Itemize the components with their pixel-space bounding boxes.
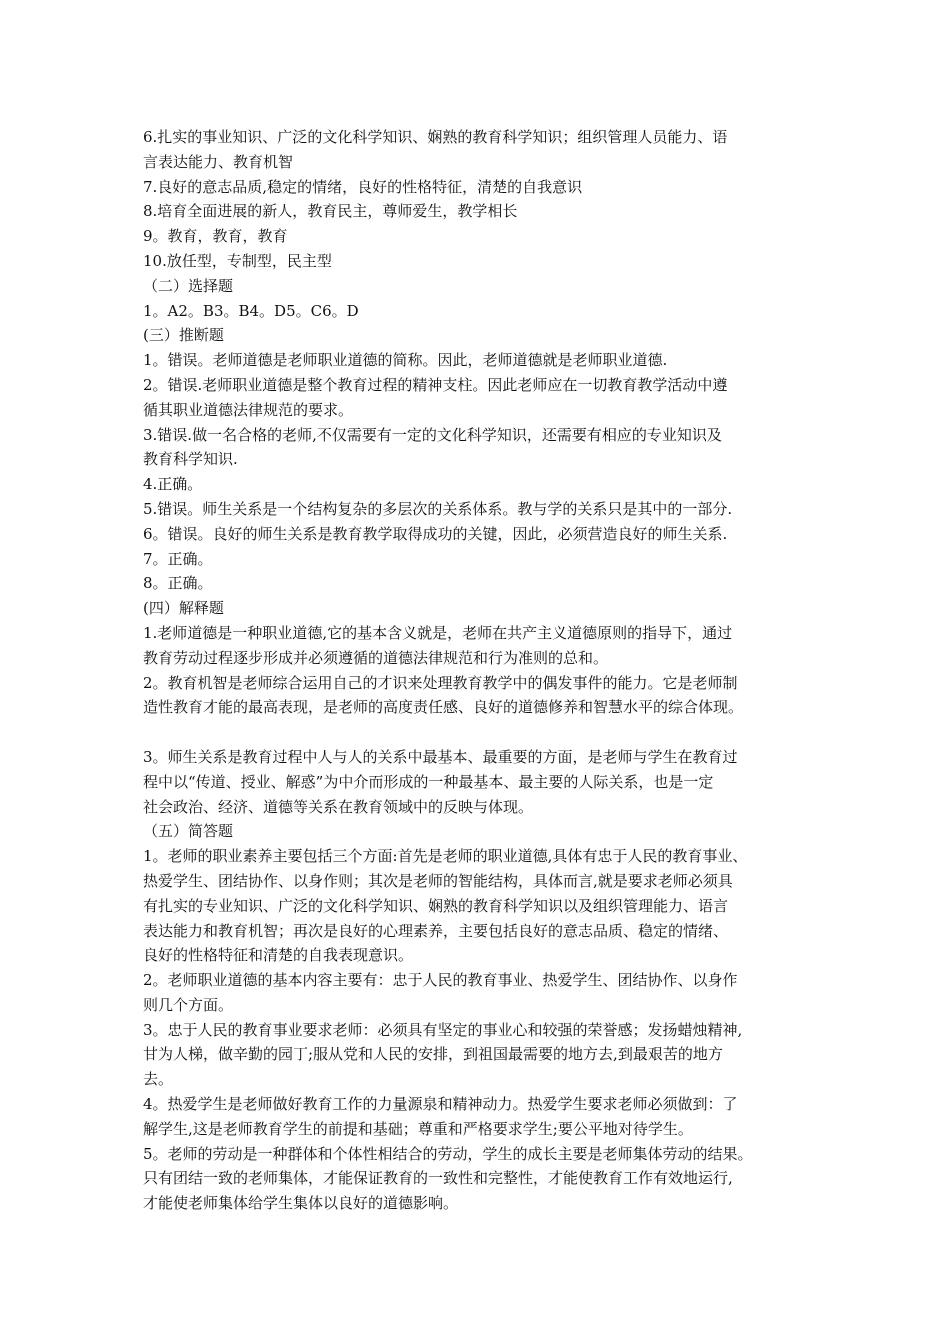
text-line: 10.放任型，专制型，民主型 [143, 251, 332, 270]
text-line: 3。忠于人民的教育事业要求老师：必须具有坚定的事业心和较强的荣誉感；发扬蜡烛精神, [143, 1020, 743, 1039]
text-line: 言表达能力、教育机智 [143, 152, 294, 171]
text-line: 只有团结一致的老师集体，才能保证教育的一致性和完整性，才能使教育工作有效地运行, [143, 1169, 733, 1188]
text-line: 6.扎实的事业知识、广泛的文化科学知识、娴熟的教育科学知识；组织管理人员能力、语 [143, 128, 728, 146]
text-line: (三）推断题 [143, 326, 224, 345]
text-line: 去。 [143, 1070, 174, 1089]
text-line: (四）解释题 [143, 599, 224, 618]
document-body [143, 125, 823, 1216]
text-line: 解学生,这是老师教育学生的前提和基础；尊重和严格要求学生;要公平地对待学生。 [143, 1119, 693, 1138]
text-line: 1。老师的职业素养主要包括三个方面:首先是老师的职业道德,具体有忠于人民的教育事业、 [143, 847, 748, 866]
text-line: 表达能力和教育机智；再次是良好的心理素养，主要包括良好的意志品质、稳定的情绪、 [143, 921, 729, 940]
text-line: 4.正确。 [143, 475, 203, 494]
text-line: 2。教育机智是老师综合运用自己的才识来处理教育教学中的偶发事件的能力。它是老师制 [143, 673, 738, 692]
text-line: 教育科学知识. [143, 450, 238, 469]
text-line: 1.老师道德是一种职业道德,它的基本含义就是，老师在共产主义道德原则的指导下，通过 [143, 623, 733, 642]
text-line: 造性教育才能的最高表现，是老师的高度责任感、良好的道德修养和智慧水平的综合体现。 [143, 698, 744, 717]
text-line: 7.良好的意志品质,稳定的情绪，良好的性格特征，清楚的自我意识 [143, 177, 583, 196]
text-line: （二）选择题 [143, 276, 234, 295]
text-line: 才能使老师集体给学生集体以良好的道德影响。 [143, 1194, 459, 1213]
text-line: 则几个方面。 [143, 995, 234, 1014]
text-line: 甘为人梯，做辛勤的园丁;服从党和人民的安排，到祖国最需要的地方去,到最艰苦的地方 [143, 1045, 723, 1064]
text-line: 8。正确。 [143, 574, 213, 593]
text-line: 热爱学生、团结协作、以身作则；其次是老师的智能结构，具体而言,就是要求老师必须具 [143, 871, 733, 890]
text-line: 程中以“传道、授业、解惑”为中介而形成的一种最基本、最主要的人际关系，也是一定 [143, 772, 714, 791]
text-line: 教育劳动过程逐步形成并必须遵循的道德法律规范和行为准则的总和。 [143, 648, 609, 667]
text-line [143, 720, 823, 745]
text-line: 7。正确。 [143, 549, 213, 568]
text-line: 2。老师职业道德的基本内容主要有：忠于人民的教育事业、热爱学生、团结协作、以身作 [143, 971, 738, 990]
text-line: 循其职业道德法律规范的要求。 [143, 400, 354, 419]
text-line: 3。师生关系是教育过程中人与人的关系中最基本、最重要的方面，是老师与学生在教育过 [143, 747, 738, 766]
text-line: 社会政治、经济、道德等关系在教育领域中的反映与体现。 [143, 797, 534, 816]
text-line: 2。错误.老师职业道德是整个教育过程的精神支柱。因此老师应在一切教育教学活动中遵 [143, 375, 728, 394]
text-line: 3.错误.做一名合格的老师,不仅需要有一定的文化科学知识，还需要有相应的专业知识及 [143, 425, 722, 444]
text-line: 良好的性格特征和清楚的自我表现意识。 [143, 946, 414, 965]
text-line: 5.错误。师生关系是一个结构复杂的多层次的关系体系。教与学的关系只是其中的一部分. [143, 499, 733, 518]
text-line: 1。错误。老师道德是老师职业道德的简称。因此，老师道德就是老师职业道德. [143, 351, 668, 370]
text-line: 1。A2。B3。B4。D5。C6。D [143, 301, 359, 320]
text-line: 6。错误。良好的师生关系是教育教学取得成功的关键，因此，必须营造良好的师生关系. [143, 524, 728, 543]
text-line: 9。教育，教育，教育 [143, 227, 288, 246]
text-line: 4。热爱学生是老师做好教育工作的力量源泉和精神动力。热爱学生要求老师必须做到：了 [143, 1095, 738, 1114]
text-line: 8.培育全面进展的新人，教育民主，尊师爱生，教学相长 [143, 202, 518, 221]
text-line: （五）简答题 [143, 822, 234, 841]
text-line: 有扎实的专业知识、广泛的文化科学知识、娴熟的教育科学知识以及组织管理能力、语言 [143, 896, 729, 915]
text-line: 5。老师的劳动是一种群体和个体性相结合的劳动，学生的成长主要是老师集体劳动的结果。 [143, 1144, 753, 1163]
